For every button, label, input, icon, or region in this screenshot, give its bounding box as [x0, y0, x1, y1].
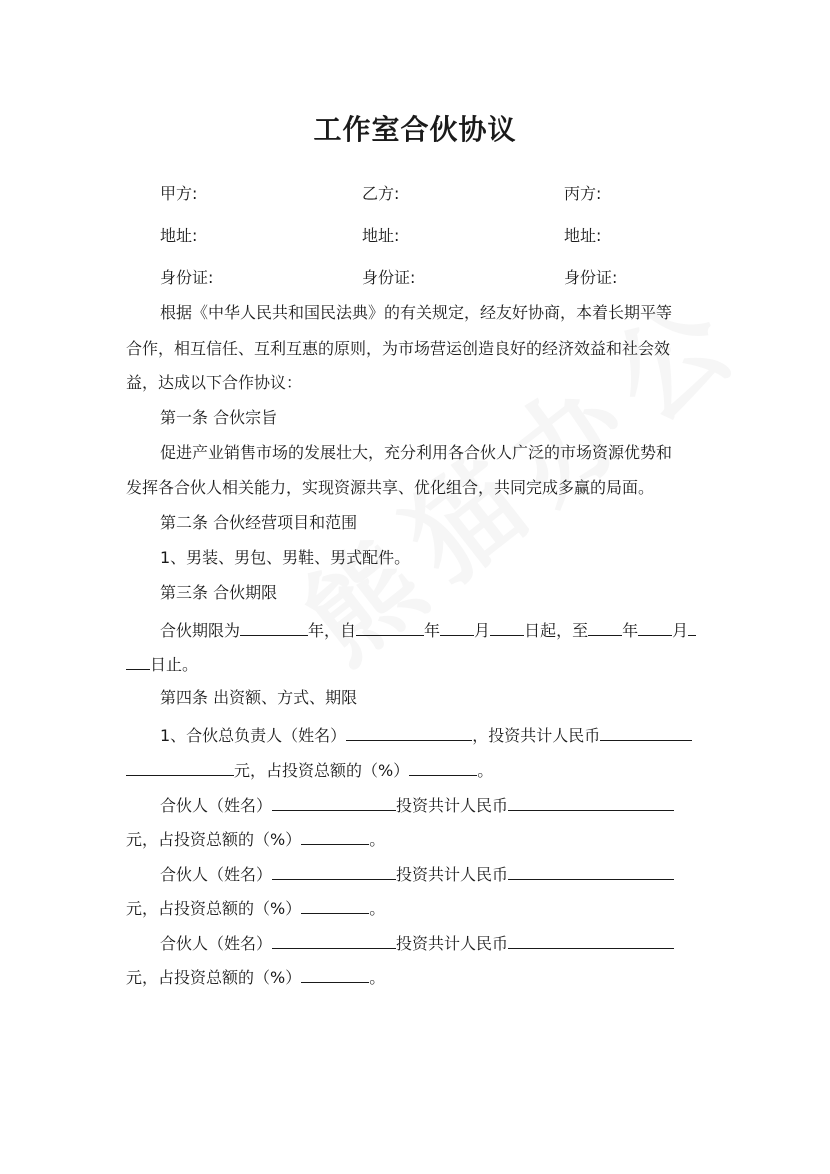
- lead-invest-label: ，投资共计人民币: [472, 726, 601, 745]
- party-a-id: 身份证:: [160, 268, 214, 287]
- partner-label: 合伙人（姓名）: [160, 934, 273, 953]
- lead-amount-blank-cont[interactable]: [126, 758, 234, 776]
- party-c-label: 丙方:: [564, 184, 602, 203]
- end-day-blank-start[interactable]: [688, 618, 696, 636]
- partner-amount-blank[interactable]: [508, 793, 674, 811]
- partner-line: [160, 931, 674, 955]
- lead-partner-line: [160, 723, 692, 747]
- partner-invest-label: 投资共计人民币: [396, 796, 509, 815]
- article-1-heading: 第一条 合伙宗旨: [160, 408, 278, 427]
- partner-invest-label: 投资共计人民币: [396, 934, 509, 953]
- article-3-heading: 第三条 合伙期限: [160, 583, 278, 602]
- end-day-blank[interactable]: [126, 652, 150, 670]
- partner-name-blank[interactable]: [272, 931, 396, 949]
- article-1-body: 促进产业销售市场的发展壮大，充分利用各合伙人广泛的市场资源优势和: [160, 443, 673, 462]
- term-text: 年，自: [308, 621, 357, 640]
- partner-label: 合伙人（姓名）: [160, 865, 273, 884]
- party-c-id: 身份证:: [564, 268, 618, 287]
- party-a-label: 甲方:: [160, 184, 198, 203]
- term-text: 合伙期限为: [160, 621, 241, 640]
- partner-name-blank[interactable]: [272, 862, 396, 880]
- partner-share-label: 元，占投资总额的（%）: [126, 899, 302, 918]
- lead-share-blank[interactable]: [409, 758, 477, 776]
- lead-name-blank[interactable]: [346, 723, 472, 741]
- period: 。: [369, 830, 386, 849]
- end-year-blank[interactable]: [588, 618, 622, 636]
- article-1-body: 发挥各合伙人相关能力，实现资源共享、优化组合，共同完成多赢的局面。: [126, 478, 655, 497]
- partner-share-blank[interactable]: [301, 827, 369, 845]
- term-text: 年: [424, 621, 441, 640]
- term-line-end: [126, 652, 198, 676]
- lead-share-label: 元，占投资总额的（%）: [234, 761, 410, 780]
- term-line: [160, 618, 696, 642]
- partner-line: [160, 793, 674, 817]
- article-4-heading: 第四条 出资额、方式、期限: [160, 688, 358, 707]
- party-b-label: 乙方:: [362, 184, 400, 203]
- term-text: 日止。: [150, 655, 199, 674]
- lead-partner-line: [126, 758, 493, 782]
- partner-label: 合伙人（姓名）: [160, 796, 273, 815]
- partner-invest-label: 投资共计人民币: [396, 865, 509, 884]
- partner-line: [160, 862, 674, 886]
- start-year-blank[interactable]: [356, 618, 424, 636]
- term-years-blank[interactable]: [240, 618, 308, 636]
- intro-line: 合作，相互信任、互利互惠的原则，为市场营运创造良好的经济效益和社会效: [126, 339, 671, 358]
- term-text: 月: [672, 621, 689, 640]
- document-title: 工作室合伙协议: [313, 113, 517, 146]
- partner-name-blank[interactable]: [272, 793, 396, 811]
- term-text: 月: [474, 621, 491, 640]
- partner-share-line: [126, 896, 385, 920]
- article-2-item: 1、男装、男包、男鞋、男式配件。: [160, 548, 411, 567]
- lead-amount-blank[interactable]: [600, 723, 692, 741]
- period: 。: [369, 899, 386, 918]
- partner-share-label: 元，占投资总额的（%）: [126, 830, 302, 849]
- intro-line: 益，达成以下合作协议：: [126, 373, 303, 392]
- partner-amount-blank[interactable]: [508, 862, 674, 880]
- lead-partner-label: 1、合伙总负责人（姓名）: [160, 726, 347, 745]
- party-b-id: 身份证:: [362, 268, 416, 287]
- term-text: 日起，至: [524, 621, 589, 640]
- end-month-blank[interactable]: [638, 618, 672, 636]
- party-a-address: 地址:: [160, 226, 198, 245]
- term-text: 年: [622, 621, 639, 640]
- partner-share-label: 元，占投资总额的（%）: [126, 968, 302, 987]
- party-c-address: 地址:: [564, 226, 602, 245]
- party-b-address: 地址:: [362, 226, 400, 245]
- article-2-heading: 第二条 合伙经营项目和范围: [160, 513, 358, 532]
- partner-share-line: [126, 827, 385, 851]
- period: 。: [477, 761, 494, 780]
- partner-share-blank[interactable]: [301, 965, 369, 983]
- start-day-blank[interactable]: [490, 618, 524, 636]
- partner-share-blank[interactable]: [301, 896, 369, 914]
- partner-share-line: [126, 965, 385, 989]
- start-month-blank[interactable]: [440, 618, 474, 636]
- partner-amount-blank[interactable]: [508, 931, 674, 949]
- period: 。: [369, 968, 386, 987]
- intro-line: 根据《中华人民共和国民法典》的有关规定，经友好协商，本着长期平等: [160, 303, 673, 322]
